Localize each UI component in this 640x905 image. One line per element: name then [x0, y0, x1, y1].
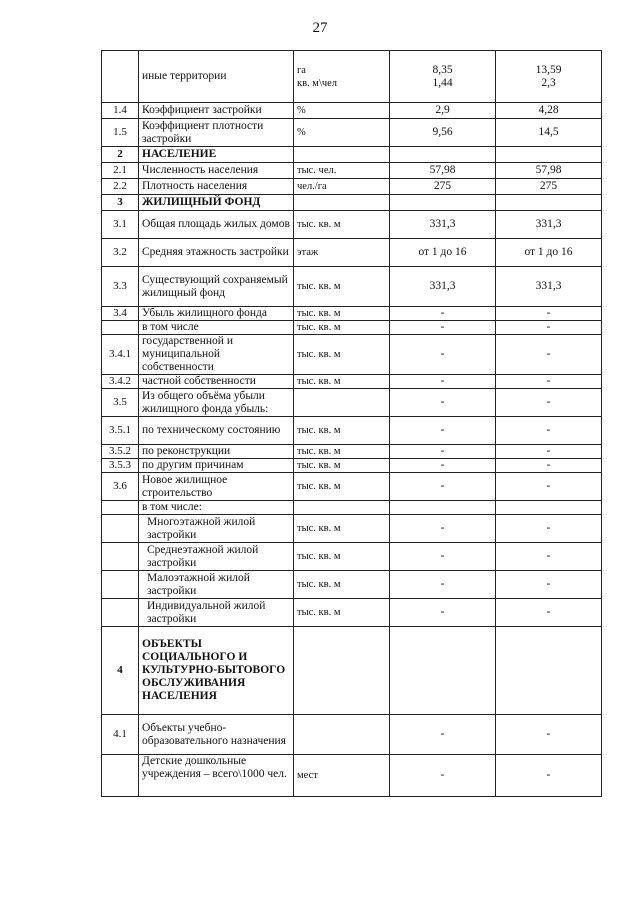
row-number: 3.1 [102, 211, 139, 239]
table-row [102, 335, 602, 375]
table-row [102, 571, 602, 599]
value-cell-stage-1: - [390, 571, 496, 599]
unit-text: га [297, 64, 306, 76]
indicator-label: Существующий сохраняемый жилищный фонд [139, 267, 294, 307]
value-cell-stage-1 [390, 627, 496, 715]
row-number: 2.1 [102, 163, 139, 179]
value-cell-stage-2: - [496, 715, 602, 755]
indicator-label: по другим причинам [139, 459, 294, 473]
indicator-label: Детские дошкольные учреждения – всего\1000 чел. [139, 755, 294, 797]
row-number: 2.2 [102, 179, 139, 195]
value-cell-stage-2 [496, 51, 602, 103]
value-cell-stage-2: от 1 до 16 [496, 239, 602, 267]
value-cell-stage-2: 331,3 [496, 267, 602, 307]
table-row [102, 459, 602, 473]
value-cell-stage-2: - [496, 417, 602, 445]
value-cell-stage-2: 275 [496, 179, 602, 195]
unit-cell: этаж [294, 239, 390, 267]
value-cell-stage-2: - [496, 755, 602, 797]
indicator-label: Убыль жилищного фонда [139, 307, 294, 321]
table-row [102, 543, 602, 571]
value-cell-stage-1: - [390, 307, 496, 321]
indicator-label: государственной и муниципальной собственности [139, 335, 294, 375]
table-row [102, 179, 602, 195]
indicator-label: Коэффициент плотности застройки [139, 119, 294, 147]
unit-cell: тыс. кв. м [294, 267, 390, 307]
value-cell-stage-1: - [390, 389, 496, 417]
value-text: 2,3 [541, 76, 556, 89]
value-cell-stage-1: от 1 до 16 [390, 239, 496, 267]
value-cell-stage-2: - [496, 599, 602, 627]
unit-cell: тыс. кв. м [294, 321, 390, 335]
indicator-label: Новое жилищное строительство [139, 473, 294, 501]
value-cell-stage-2: 14,5 [496, 119, 602, 147]
unit-cell: тыс. кв. м [294, 417, 390, 445]
value-cell-stage-2 [496, 195, 602, 211]
value-cell-stage-1: - [390, 375, 496, 389]
value-text: 13,59 [535, 63, 562, 76]
row-number: 3.4.1 [102, 335, 139, 375]
row-number: 1.5 [102, 119, 139, 147]
value-cell-stage-2 [496, 501, 602, 515]
value-cell-stage-2: 4,28 [496, 103, 602, 119]
row-number: 2 [102, 147, 139, 163]
unit-cell: тыс. кв. м [294, 515, 390, 543]
indicator-label: Средняя этажность застройки [139, 239, 294, 267]
table-row [102, 51, 602, 103]
value-cell-stage-1: - [390, 335, 496, 375]
value-cell-stage-1: - [390, 417, 496, 445]
table-row [102, 163, 602, 179]
value-cell-stage-1: - [390, 755, 496, 797]
table-row [102, 119, 602, 147]
value-cell-stage-2: - [496, 515, 602, 543]
unit-cell [294, 389, 390, 417]
indicator-label: иные территории [139, 51, 294, 103]
unit-cell [294, 51, 390, 103]
value-cell-stage-2: - [496, 473, 602, 501]
table-row [102, 147, 602, 163]
indicator-label: Среднеэтажной жилой застройки [139, 543, 294, 571]
value-text: 8,35 [432, 63, 453, 76]
value-cell-stage-1: - [390, 543, 496, 571]
unit-cell: тыс. кв. м [294, 599, 390, 627]
row-number: 4.1 [102, 715, 139, 755]
value-cell-stage-2: 57,98 [496, 163, 602, 179]
value-cell-stage-1: 57,98 [390, 163, 496, 179]
indicator-label: ОБЪЕКТЫ СОЦИАЛЬНОГО И КУЛЬТУРНО-БЫТОВОГО ОБСЛУЖИВАНИЯ НАСЕЛЕНИЯ [139, 627, 294, 715]
unit-cell: тыс. кв. м [294, 473, 390, 501]
value-text: 1,44 [432, 76, 453, 89]
row-number: 4 [102, 627, 139, 715]
row-number: 3.4 [102, 307, 139, 321]
row-number [102, 51, 139, 103]
value-cell-stage-2: - [496, 307, 602, 321]
table-row [102, 501, 602, 515]
table-row [102, 389, 602, 417]
indicator-label: Многоэтажной жилой застройки [139, 515, 294, 543]
unit-cell: тыс. чел. [294, 163, 390, 179]
row-number: 3 [102, 195, 139, 211]
indicator-label: Общая площадь жилых домов [139, 211, 294, 239]
indicator-label: по техническому состоянию [139, 417, 294, 445]
indicator-label: НАСЕЛЕНИЕ [139, 147, 294, 163]
table-row [102, 321, 602, 335]
row-number [102, 571, 139, 599]
table-row [102, 307, 602, 321]
table-row [102, 195, 602, 211]
row-number: 3.5 [102, 389, 139, 417]
unit-cell: тыс. кв. м [294, 459, 390, 473]
value-cell-stage-1: - [390, 715, 496, 755]
indicator-label: по реконструкции [139, 445, 294, 459]
page-number: 27 [312, 20, 328, 36]
table-row [102, 627, 602, 715]
table-row [102, 239, 602, 267]
table-row [102, 715, 602, 755]
table-row [102, 103, 602, 119]
value-cell-stage-1: 331,3 [390, 267, 496, 307]
indicator-label: частной собственности [139, 375, 294, 389]
table-row [102, 211, 602, 239]
value-cell-stage-2: - [496, 445, 602, 459]
value-cell-stage-1: - [390, 599, 496, 627]
unit-cell: тыс. кв. м [294, 307, 390, 321]
row-number: 3.4.2 [102, 375, 139, 389]
row-number: 3.2 [102, 239, 139, 267]
value-cell-stage-2: - [496, 335, 602, 375]
unit-cell: тыс. кв. м [294, 445, 390, 459]
row-number: 3.3 [102, 267, 139, 307]
row-number [102, 755, 139, 797]
indicator-label: в том числе: [139, 501, 294, 515]
indicator-label: Коэффициент застройки [139, 103, 294, 119]
unit-cell: тыс. кв. м [294, 571, 390, 599]
value-cell-stage-2: - [496, 459, 602, 473]
value-cell-stage-1: - [390, 473, 496, 501]
unit-cell: тыс. кв. м [294, 375, 390, 389]
unit-cell [294, 627, 390, 715]
value-cell-stage-1: - [390, 515, 496, 543]
row-number: 3.5.3 [102, 459, 139, 473]
row-number: 1.4 [102, 103, 139, 119]
indicators-table [101, 50, 602, 797]
table-row [102, 473, 602, 501]
indicator-label: ЖИЛИЩНЫЙ ФОНД [139, 195, 294, 211]
value-cell-stage-1: 331,3 [390, 211, 496, 239]
row-number [102, 599, 139, 627]
table-row [102, 445, 602, 459]
value-cell-stage-1: - [390, 321, 496, 335]
value-cell-stage-2: - [496, 375, 602, 389]
value-cell-stage-1: 9,56 [390, 119, 496, 147]
unit-cell: тыс. кв. м [294, 543, 390, 571]
unit-cell [294, 195, 390, 211]
value-cell-stage-2: - [496, 571, 602, 599]
value-cell-stage-2 [496, 627, 602, 715]
table-row [102, 515, 602, 543]
value-cell-stage-2: - [496, 543, 602, 571]
row-number [102, 501, 139, 515]
table-row [102, 417, 602, 445]
row-number [102, 515, 139, 543]
row-number [102, 321, 139, 335]
value-cell-stage-1 [390, 51, 496, 103]
unit-cell: чел./га [294, 179, 390, 195]
value-cell-stage-1 [390, 195, 496, 211]
unit-cell: тыс. кв. м [294, 335, 390, 375]
value-cell-stage-1: - [390, 459, 496, 473]
unit-cell [294, 147, 390, 163]
table-row [102, 599, 602, 627]
value-cell-stage-1: - [390, 445, 496, 459]
row-number: 3.5.1 [102, 417, 139, 445]
value-cell-stage-1: 2,9 [390, 103, 496, 119]
indicator-label: Объекты учебно-образовательного назначения [139, 715, 294, 755]
indicator-label: Малоэтажной жилой застройки [139, 571, 294, 599]
indicator-label: Индивидуальной жилой застройки [139, 599, 294, 627]
indicator-label: Из общего объёма убыли жилищного фонда убыль: [139, 389, 294, 417]
table-row [102, 267, 602, 307]
table-row [102, 375, 602, 389]
indicator-label: Численность населения [139, 163, 294, 179]
indicator-label: Плотность населения [139, 179, 294, 195]
unit-cell [294, 501, 390, 515]
unit-cell: % [294, 103, 390, 119]
value-cell-stage-2 [496, 147, 602, 163]
unit-cell [294, 715, 390, 755]
value-cell-stage-2: - [496, 321, 602, 335]
table-row [102, 755, 602, 797]
value-cell-stage-2: 331,3 [496, 211, 602, 239]
row-number [102, 543, 139, 571]
value-cell-stage-1 [390, 147, 496, 163]
unit-cell: тыс. кв. м [294, 211, 390, 239]
value-cell-stage-2: - [496, 389, 602, 417]
indicator-label: в том числе [139, 321, 294, 335]
unit-text: кв. м\чел [297, 77, 338, 89]
row-number: 3.5.2 [102, 445, 139, 459]
unit-cell: % [294, 119, 390, 147]
unit-cell: мест [294, 755, 390, 797]
row-number: 3.6 [102, 473, 139, 501]
value-cell-stage-1 [390, 501, 496, 515]
value-cell-stage-1: 275 [390, 179, 496, 195]
